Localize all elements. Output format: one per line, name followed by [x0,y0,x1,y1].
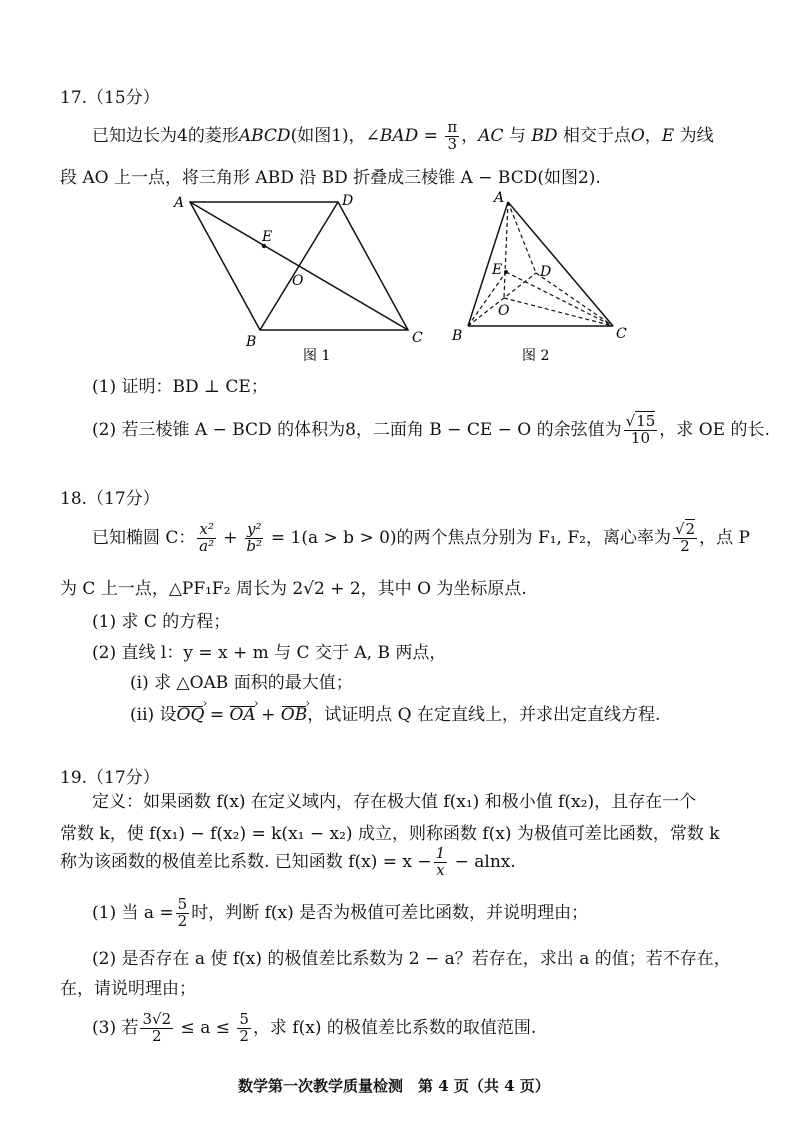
fraction-denominator: 2 [177,911,188,930]
p17-bd: BD [531,125,558,146]
three-sqrt2-over-2-fraction [140,1012,173,1045]
label-e: E [492,262,503,278]
fraction-denominator: 3 [447,134,458,153]
fraction-denominator: 2 [152,1026,162,1045]
p17-q2-text: (2) 若三棱锥 A − BCD 的体积为8，二面角 B − CE − O 的余弦值为 [92,419,622,440]
p17-text: 为线 [674,125,714,146]
fraction-denominator: a² [199,536,215,555]
fraction-numerator: y² [246,520,262,538]
pi-over-3-fraction [445,120,459,153]
p19-q3-text: ≤ a ≤ [175,1017,236,1038]
p19-question-3 [92,1012,536,1045]
p17-e: E [661,125,675,146]
label-a: A [174,195,185,211]
fraction-denominator: 2 [680,536,690,555]
y2-over-b2-fraction [245,522,264,555]
sqrt2-over-2-fraction [673,522,697,555]
page-footer: 数学第一次教学质量检测 第 4 页（共 4 页） [238,1077,550,1095]
p17-text: ， [461,125,479,146]
p18-qii-text: ，试证明点 Q 在定直线上，并求出定直线方程. [307,705,661,725]
fraction-numerator: 1 [435,844,446,862]
fraction-numerator: √2 [674,520,696,538]
fraction-numerator: 3√2 [142,1010,172,1028]
one-over-x-fraction [434,846,448,879]
problem-18-line1 [92,522,750,555]
p18-question-2-ii [130,700,660,725]
p19-q3-text: (3) 若 [92,1017,139,1038]
problem-17-header: 17.（15分） [60,88,160,108]
problem-18-header: 18.（17分） [60,489,160,509]
p19-text: 称为该函数的极值差比系数. 已知函数 f(x) = x − [60,851,432,872]
p18-question-2: (2) 直线 l：y = x + m 与 C 交于 A, B 两点， [92,643,447,663]
diagonal-bd [260,202,338,330]
sqrt15-over-10-fraction [624,414,658,447]
segment-ec-hidden [506,272,613,326]
p19-question-1 [92,897,588,930]
label-o: O [292,273,304,289]
five-halves-fraction [176,897,190,930]
p18-qii-text: (ii) 设 [130,705,177,725]
sqrt-radicand: 15 [636,412,656,430]
p17-text: 相交于点 [557,125,631,146]
fraction-numerator: 5 [177,895,188,913]
fraction-denominator: b² [246,536,263,555]
p19-text: − alnx. [449,851,516,872]
p18-question-1: (1) 求 C 的方程； [92,612,231,632]
p17-ac: AC [478,125,504,146]
segment-oc-hidden [504,298,613,326]
label-b: B [452,328,463,344]
edge-ad-hidden [508,202,536,273]
fraction-denominator: 10 [630,428,651,447]
p19-q1-text: 时，判断 f(x) 是否为极值可差比函数，并说明理由； [191,902,589,923]
p19-q3-text: ，求 f(x) 的极值差比系数的取值范围. [252,1017,537,1038]
label-b: B [246,334,257,350]
problem-19-line1: 定义：如果函数 f(x) 在定义域内，存在极大值 f(x₁) 和极小值 f(x₂)，且存在一个 [92,792,697,812]
figure-1-caption: 图 1 [303,348,331,363]
label-e: E [262,229,273,245]
five-halves-fraction [237,1012,251,1045]
label-d: D [342,193,354,209]
fraction-numerator: √15 [625,412,656,430]
problem-17-line1 [92,120,714,153]
fraction-numerator: x² [199,520,214,538]
p17-text: 已知边长为4的菱形 [92,125,239,146]
p17-text: 与 [503,125,532,146]
label-a: A [494,190,505,206]
label-o: O [498,303,510,319]
p17-text: (如图1)，∠ [290,125,380,146]
edge-ac [508,202,613,326]
vector-oa: OA › [229,705,255,725]
fraction-numerator: 5 [239,1010,249,1028]
p18-question-2-i: (i) 求 △OAB 面积的最大值； [130,673,353,693]
label-c: C [412,330,423,346]
segment-ao-hidden [504,202,508,298]
p18-qii-eq: = [204,705,230,725]
p17-eq: = [418,125,444,146]
fraction-numerator: π [447,118,458,136]
figure-2-tetrahedron [448,188,638,363]
vector-oq: OQ › [177,705,205,725]
label-c: C [616,326,627,342]
p18-qii-plus: + [255,705,281,725]
problem-17-line2: 段 AO 上一点，将三角形 ABD 沿 BD 折叠成三棱锥 A − BCD(如图2). [60,168,601,188]
fraction-denominator: x [436,860,445,879]
fraction-denominator: 2 [239,1026,249,1045]
x2-over-a2-fraction [197,522,215,555]
p17-question-1: (1) 证明：BD ⊥ CE； [92,377,268,397]
problem-19-line3 [60,846,516,879]
p19-q1-text: (1) 当 a = [92,902,174,923]
p19-question-2-cont: 在，请说明理由； [60,979,196,999]
p17-rhombus: ABCD [238,125,291,146]
sqrt-radicand: 2 [685,520,696,538]
p18-text: 已知椭圆 C： [92,527,196,548]
p17-angle: BAD [379,125,419,146]
p17-o: O [630,125,645,146]
p18-text: ，点 P [699,527,750,548]
problem-19-header: 19.（17分） [60,768,160,788]
problem-19-line2: 常数 k，使 f(x₁) − f(x₂) = k(x₁ − x₂) 成立，则称函数 f(x) 为极值可差比函数，常数 k [60,824,720,844]
p17-question-2 [92,414,770,447]
problem-18-line2: 为 C 上一点，△PF₁F₂ 周长为 2√2 + 2，其中 O 为坐标原点. [60,579,527,599]
p17-q2-text: ，求 OE 的长. [659,419,770,440]
p18-text: = 1(a > b > 0)的两个焦点分别为 F₁, F₂，离心率为 [265,527,671,548]
p17-text: ， [644,125,662,146]
p18-plus: + [217,527,243,548]
figure-2-caption: 图 2 [522,348,550,363]
figure-1-rhombus [170,188,440,363]
p19-question-2: (2) 是否存在 a 使 f(x) 的极值差比系数为 2 − a？若存在，求出 a 的值；若不存在， [92,949,731,969]
vector-ob: OB › [281,705,307,725]
point-e [504,270,508,274]
label-d: D [540,264,552,280]
